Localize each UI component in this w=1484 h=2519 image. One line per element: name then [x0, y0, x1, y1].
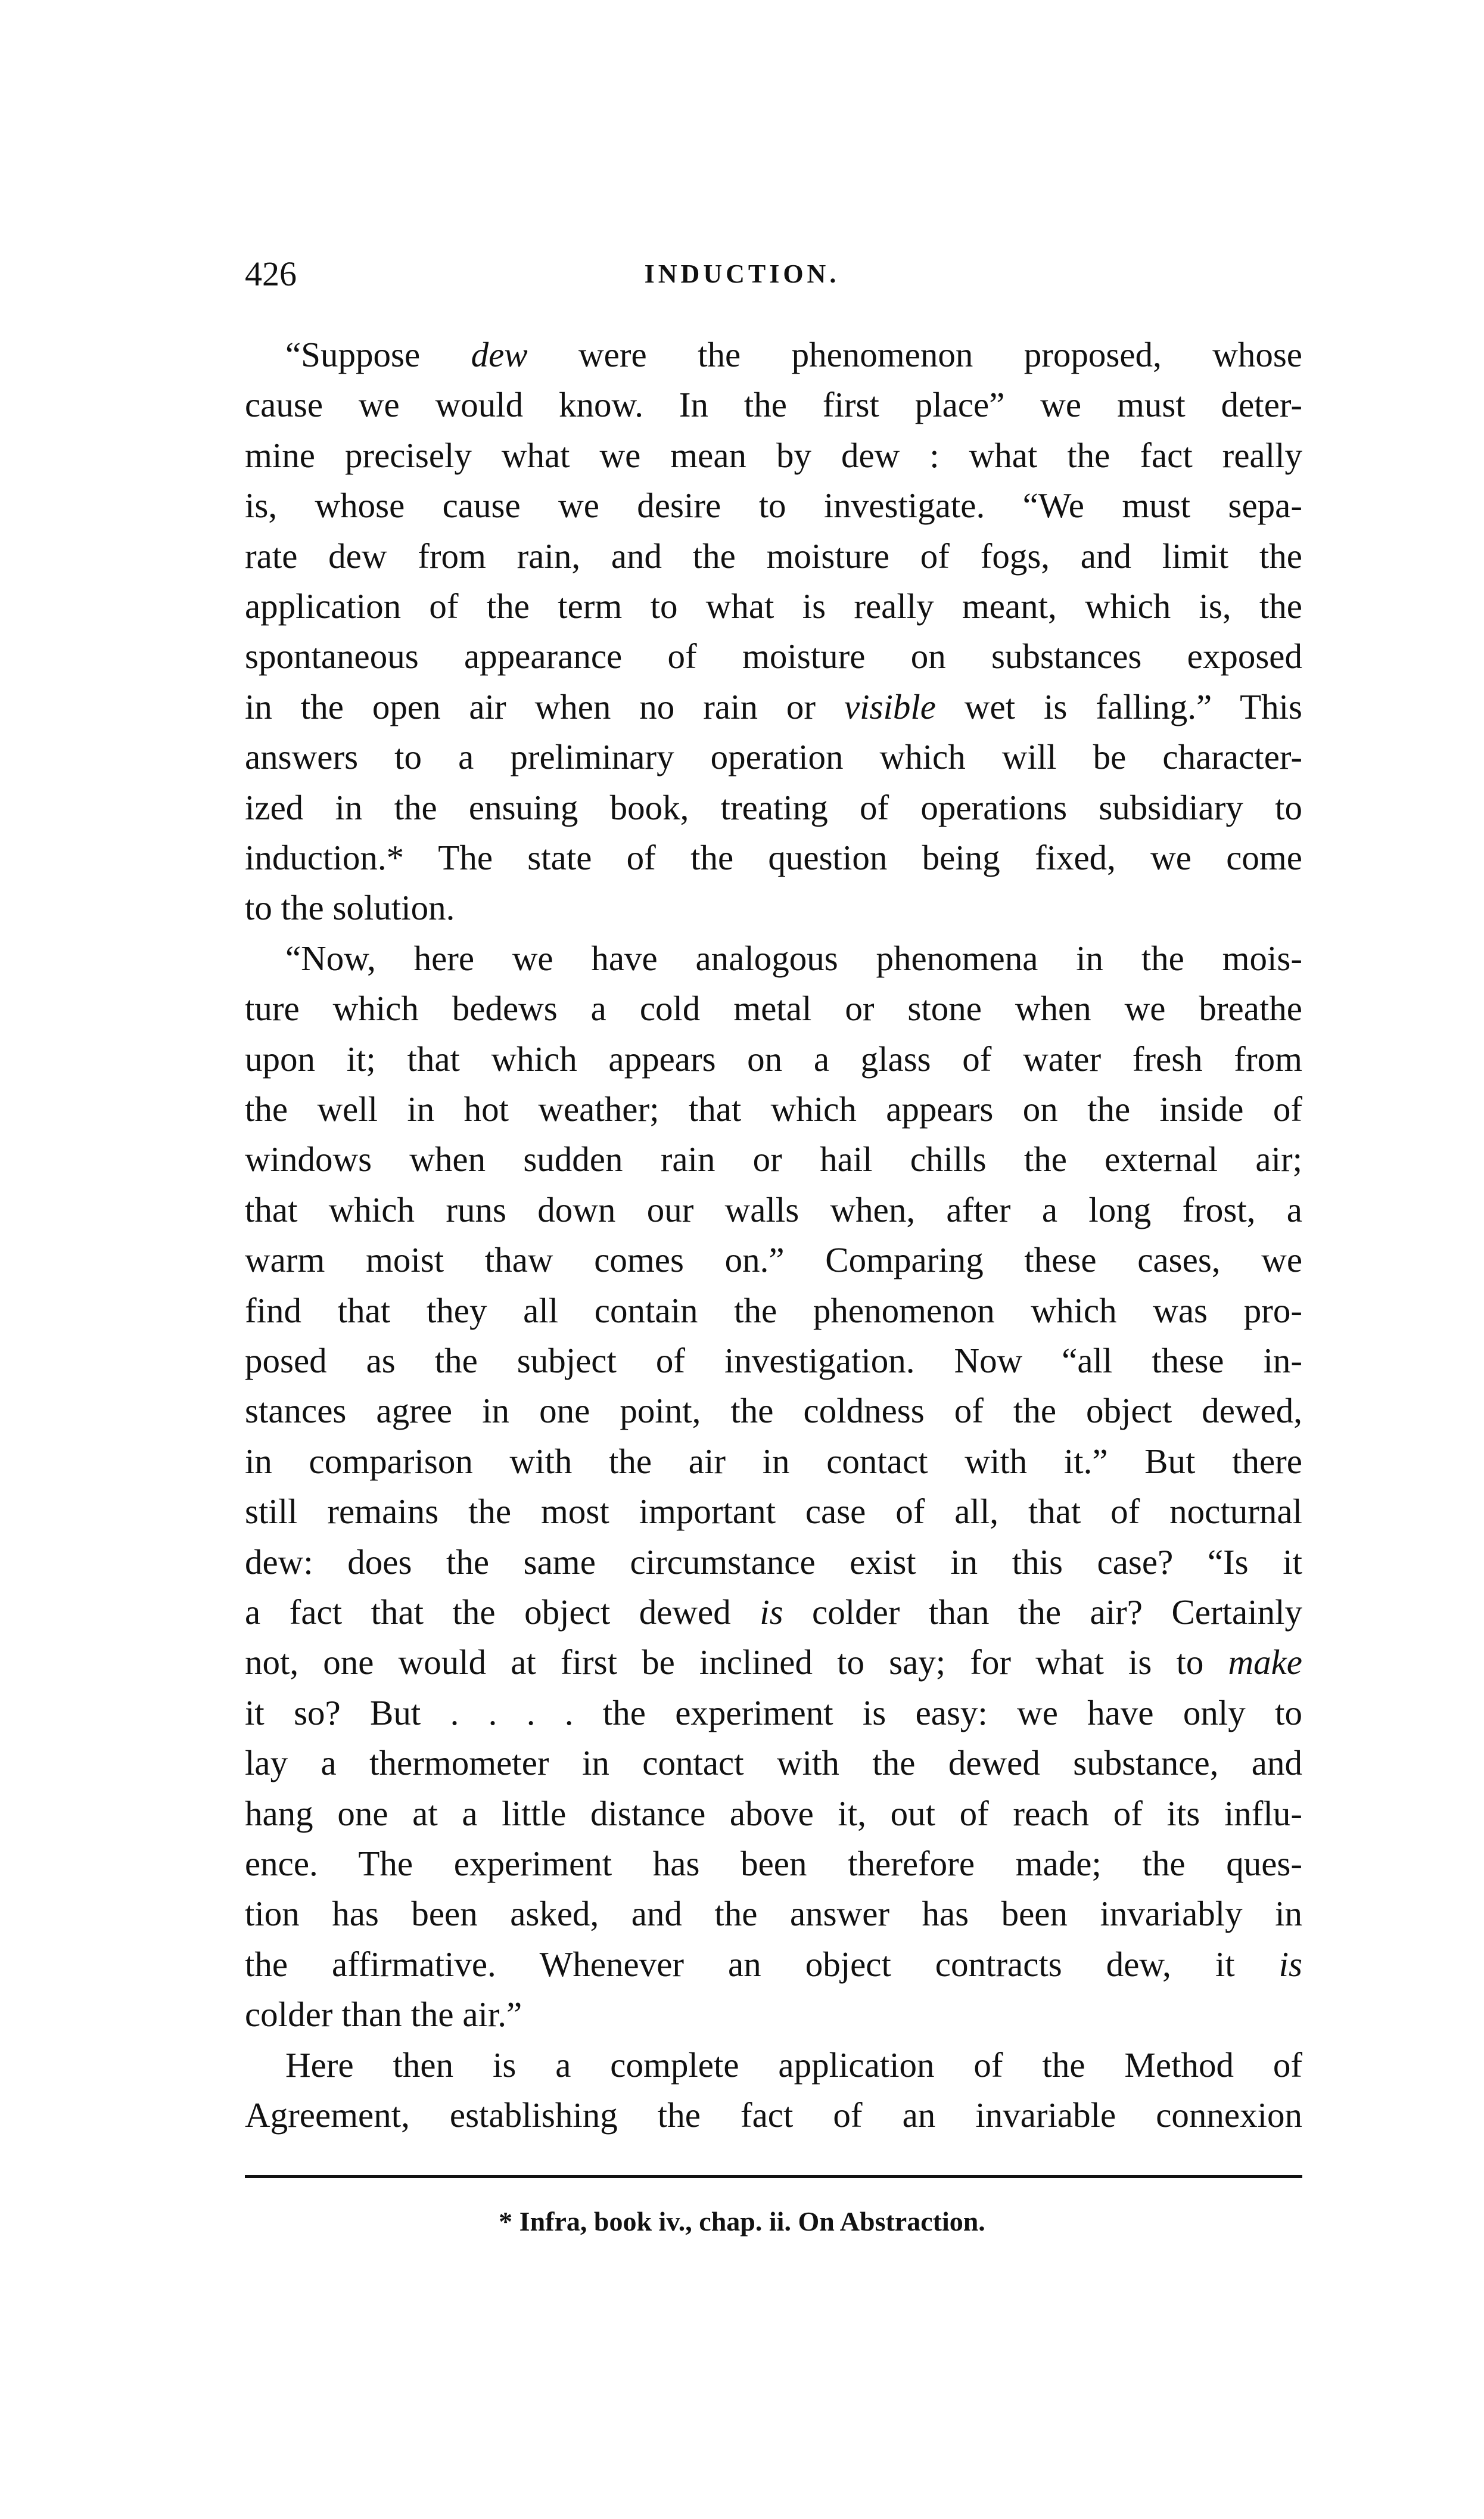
- text-segment: tion has been asked, and the answer has been invariably in: [245, 1894, 1302, 1934]
- text-line: [245, 682, 1302, 732]
- text-segment: Here then is a complete application of the Method of: [285, 2045, 1302, 2085]
- text-line: [245, 1285, 1302, 1335]
- text-segment: “Now, here we have analogous phenomena in the mois-: [285, 938, 1302, 978]
- footnote-rule: [245, 2175, 1302, 2178]
- text-segment: answers to a preliminary operation which will be character-: [245, 737, 1302, 777]
- text-segment: warm moist thaw comes on.” Comparing these cases, we: [245, 1240, 1302, 1280]
- italic-text: make: [1228, 1642, 1302, 1682]
- text-line: [245, 1788, 1302, 1838]
- text-segment: a fact that the object dewed: [245, 1592, 760, 1632]
- text-line: [285, 933, 1302, 983]
- text-segment: colder than the air.”: [245, 1995, 522, 2035]
- italic-text: is: [760, 1592, 783, 1632]
- text-segment: posed as the subject of investigation. Now “all these in-: [245, 1341, 1302, 1380]
- text-segment: “Suppose: [285, 335, 471, 374]
- text-segment: mine precisely what we mean by dew : what the fact really: [245, 435, 1302, 475]
- text-line: [245, 1587, 1302, 1637]
- text-segment: the well in hot weather; that which appears on the inside of: [245, 1089, 1302, 1129]
- text-segment: colder than the air? Certainly: [783, 1592, 1302, 1632]
- text-line: [245, 883, 1302, 933]
- text-segment: ence. The experiment has been therefore made; the ques-: [245, 1844, 1302, 1883]
- page-number: 426: [245, 254, 297, 293]
- text-segment: stances agree in one point, the coldness of the object dewed,: [245, 1391, 1302, 1431]
- text-line: [245, 2090, 1302, 2140]
- text-segment: rate dew from rain, and the moisture of fogs, and limit the: [245, 536, 1302, 576]
- text-segment: upon it; that which appears on a glass of water fresh from: [245, 1039, 1302, 1079]
- text-segment: ized in the ensuing book, treating of operations subsidiary to: [245, 787, 1302, 827]
- text-segment: the affirmative. Whenever an object contracts dew, it: [245, 1944, 1279, 1984]
- text-line: [245, 1185, 1302, 1235]
- text-line: [245, 782, 1302, 833]
- text-line: [245, 1436, 1302, 1486]
- text-segment: that which runs down our walls when, after a long frost, a: [245, 1189, 1302, 1229]
- text-line: [285, 330, 1302, 380]
- text-segment: hang one at a little distance above it, out of reach of its influ-: [245, 1793, 1302, 1833]
- text-line: [245, 1939, 1302, 1989]
- text-line: [245, 983, 1302, 1033]
- text-segment: in comparison with the air in contact with it.” But there: [245, 1441, 1302, 1481]
- text-line: [245, 1034, 1302, 1084]
- text-line: [285, 2040, 1302, 2090]
- text-segment: dew: does the same circumstance exist in this case? “Is it: [245, 1542, 1302, 1582]
- text-line: [245, 581, 1302, 631]
- text-line: [245, 1989, 1302, 2039]
- text-segment: it so? But . . . . the experiment is easy: we have only to: [245, 1692, 1302, 1732]
- text-line: [245, 1889, 1302, 1939]
- text-segment: find that they all contain the phenomenon which was pro-: [245, 1290, 1302, 1330]
- text-segment: still remains the most important case of all, that of nocturnal: [245, 1492, 1302, 1532]
- text-line: [245, 430, 1302, 480]
- text-line: [245, 631, 1302, 681]
- text-segment: not, one would at first be inclined to say; for what is to: [245, 1642, 1228, 1682]
- text-segment: induction.* The state of the question being fixed, we come: [245, 838, 1302, 877]
- running-title: INDUCTION.: [644, 259, 840, 288]
- text-segment: ture which bedews a cold metal or stone when we breathe: [245, 989, 1302, 1029]
- text-segment: lay a thermometer in contact with the dewed substance, and: [245, 1743, 1302, 1783]
- italic-text: visible: [844, 687, 936, 726]
- text-segment: windows when sudden rain or hail chills the external air;: [245, 1139, 1302, 1179]
- text-line: [245, 732, 1302, 782]
- text-line: [245, 1235, 1302, 1285]
- text-line: [245, 1335, 1302, 1386]
- text-segment: Agreement, establishing the fact of an invariable connexion: [245, 2095, 1302, 2135]
- italic-text: is: [1278, 1944, 1302, 1984]
- text-segment: wet is falling.” This: [935, 687, 1302, 726]
- text-line: [245, 1637, 1302, 1687]
- text-line: [245, 1838, 1302, 1889]
- text-line: [245, 1134, 1302, 1184]
- text-segment: were the phenomenon proposed, whose: [527, 335, 1302, 374]
- text-line: [245, 380, 1302, 430]
- italic-text: dew: [471, 335, 528, 374]
- text-line: [245, 480, 1302, 530]
- text-segment: in the open air when no rain or: [245, 687, 844, 726]
- text-line: [245, 1688, 1302, 1738]
- text-segment: to the solution.: [245, 888, 455, 928]
- text-line: [245, 1084, 1302, 1134]
- text-line: [245, 1738, 1302, 1788]
- text-line: [245, 1537, 1302, 1587]
- text-line: [245, 1486, 1302, 1536]
- text-segment: cause we would know. In the first place” we must deter-: [245, 385, 1302, 425]
- text-line: [245, 833, 1302, 883]
- footnote: * Infra, book iv., chap. ii. On Abstraction.: [499, 2206, 985, 2237]
- text-segment: application of the term to what is really meant, which is, the: [245, 586, 1302, 626]
- text-line: [245, 1386, 1302, 1436]
- text-segment: spontaneous appearance of moisture on substances exposed: [245, 636, 1302, 676]
- text-segment: is, whose cause we desire to investigate. “We must sepa-: [245, 486, 1302, 526]
- text-line: [245, 531, 1302, 581]
